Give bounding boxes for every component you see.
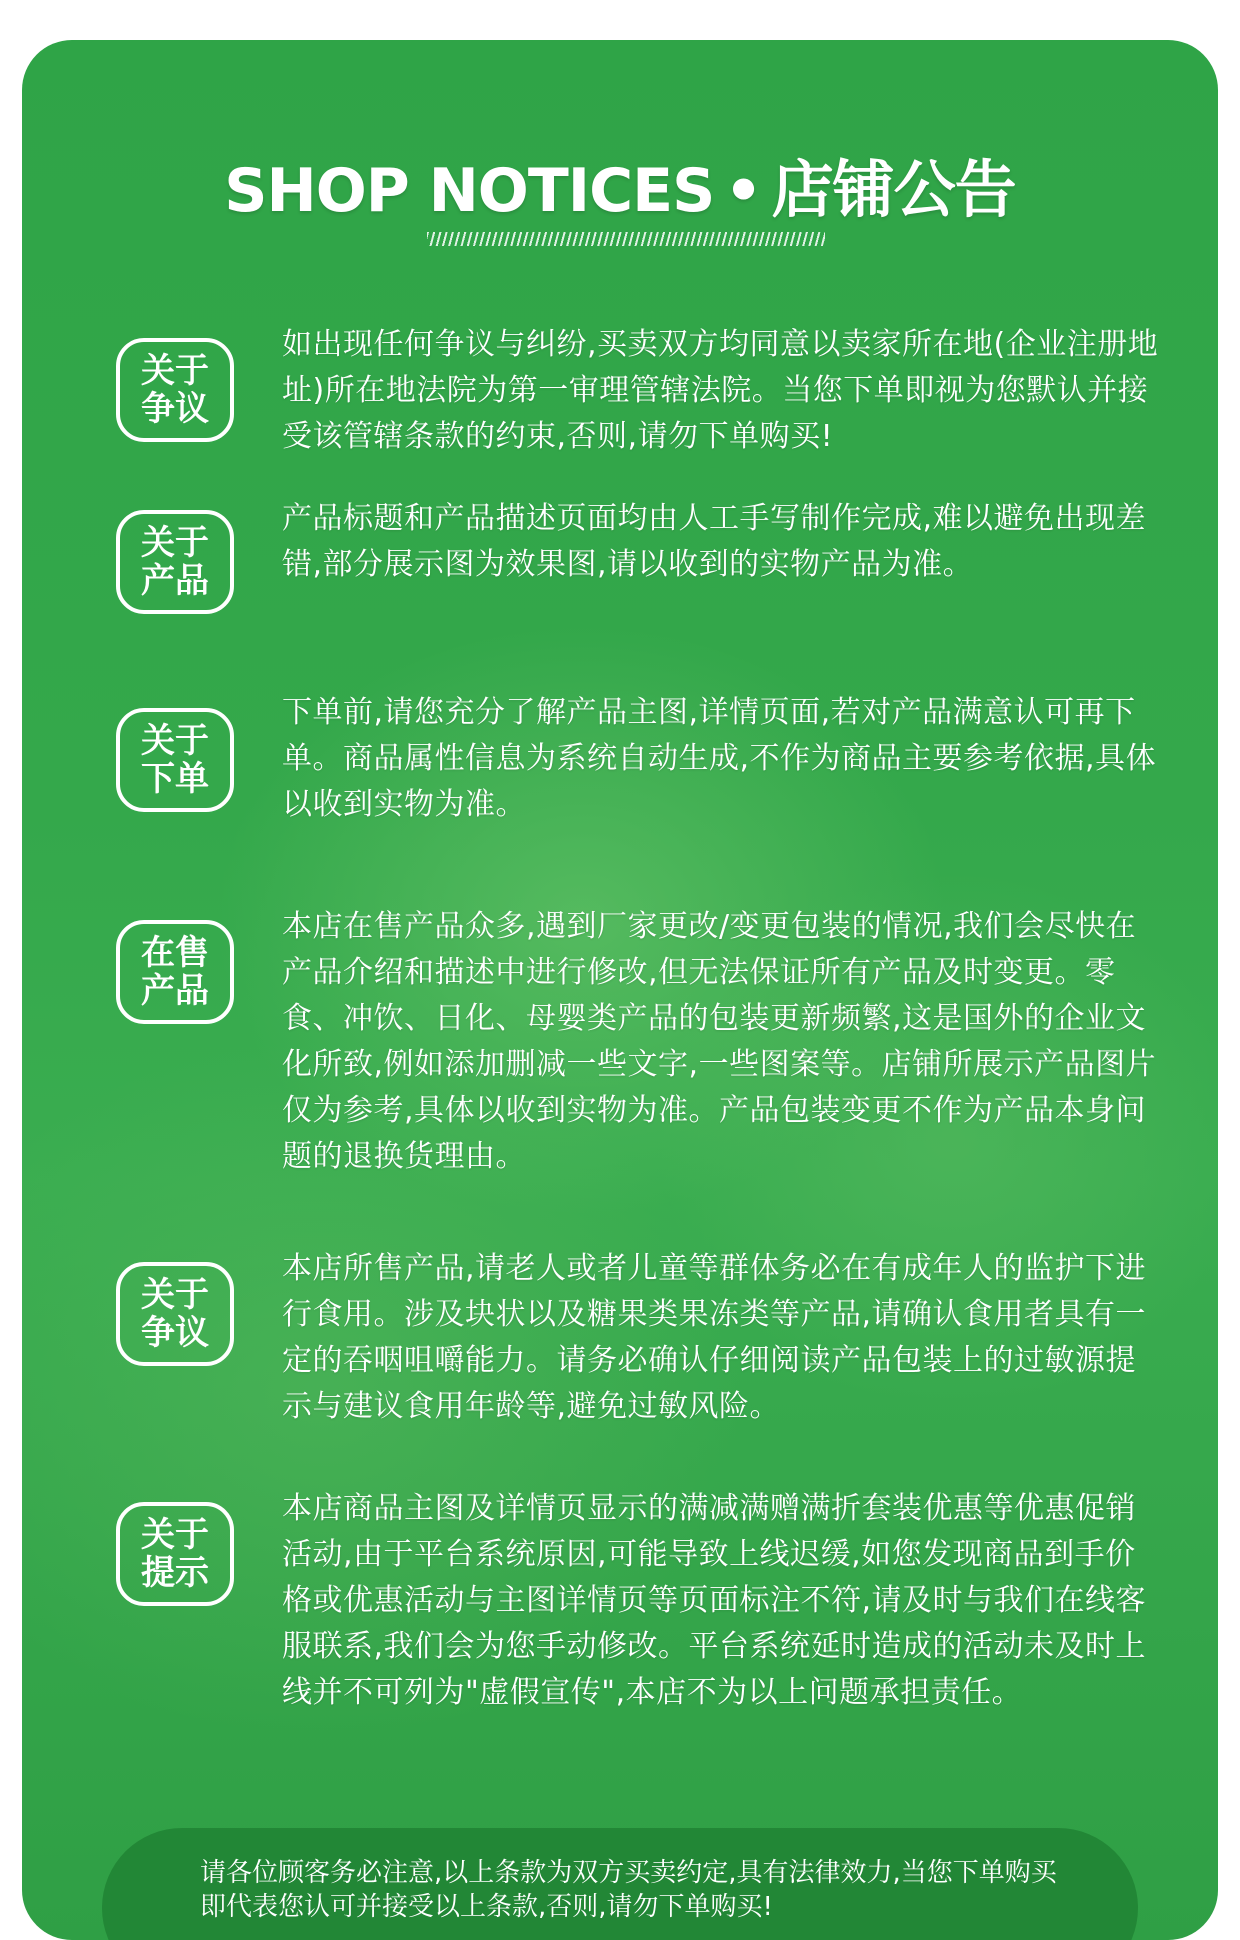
title-divider [427,232,825,246]
title-en: SHOP NOTICES [224,156,715,226]
badge-line: 提示 [141,1553,209,1593]
badge-dispute-2 [116,1262,234,1366]
badge-line: 产品 [141,561,209,601]
badge-line: 在售 [141,933,209,973]
badge-line: 争议 [141,1313,209,1353]
shop-notices-card [22,40,1218,1940]
badge-on-sale [116,920,234,1024]
title-zh: 店铺公告 [771,153,1016,226]
badge-line: 关于 [141,523,209,563]
badge-line: 关于 [141,721,209,761]
footer-banner [102,1828,1138,1940]
badge-line: 产品 [141,971,209,1011]
badge-tips [116,1502,234,1606]
badge-line: 关于 [141,1515,209,1555]
notice-text-safety: 本店所售产品,请老人或者儿童等群体务必在有成年人的监护下进行食用。涉及块状以及糖果类果冻类等产品,请确认食用者具有一定的吞咽咀嚼能力。请务必确认仔细阅读产品包装上的过敏源提示与建议食用年龄等,避免过敏风险。 [282,1251,1147,1424]
badge-line: 关于 [141,1275,209,1315]
badge-product [116,510,234,614]
badge-line: 关于 [141,351,209,391]
title-separator: • [724,156,762,226]
notice-text-product: 产品标题和产品描述页面均由人工手写制作完成,难以避免出现差错,部分展示图为效果图,请以收到的实物产品为准。 [282,501,1147,582]
badge-order [116,708,234,812]
badge-dispute [116,338,234,442]
notice-text-promotion: 本店商品主图及详情页显示的满减满赠满折套装优惠等优惠促销活动,由于平台系统原因,可能导致上线迟缓,如您发现商品到手价格或优惠活动与主图详情页等页面标注不符,请及时与我们在线客服联系,我们会为您手动修改。平台系统延时造成的活动未及时上线并不可列为"虚假宣传",本店不为以上问题承担责任。 [282,1491,1147,1710]
footer-text: 请各位顾客务必注意,以上条款为双方买卖约定,具有法律效力,当您下单购买即代表您认可并接受以上条款,否则,请勿下单购买! [200,1858,1057,1922]
notice-text-order: 下单前,请您充分了解产品主图,详情页面,若对产品满意认可再下单。商品属性信息为系统自动生成,不作为商品主要参考依据,具体以收到实物为准。 [282,695,1157,822]
notice-text-dispute: 如出现任何争议与纠纷,买卖双方均同意以卖家所在地(企业注册地址)所在地法院为第一审理管辖法院。当您下单即视为您默认并接受该管辖条款的约束,否则,请勿下单购买! [282,327,1159,454]
page-title [22,140,1218,229]
notice-text-on-sale: 本店在售产品众多,遇到厂家更改/变更包装的情况,我们会尽快在产品介绍和描述中进行修改,但无法保证所有产品及时变更。零食、冲饮、日化、母婴类产品的包装更新频繁,这是国外的企业文化所致,例如添加删减一些文字,一些图案等。店铺所展示产品图片仅为参考,具体以收到实物为准。产品包装变更不作为产品本身问题的退换货理由。 [282,909,1157,1174]
badge-line: 争议 [141,389,209,429]
badge-line: 下单 [141,759,209,799]
